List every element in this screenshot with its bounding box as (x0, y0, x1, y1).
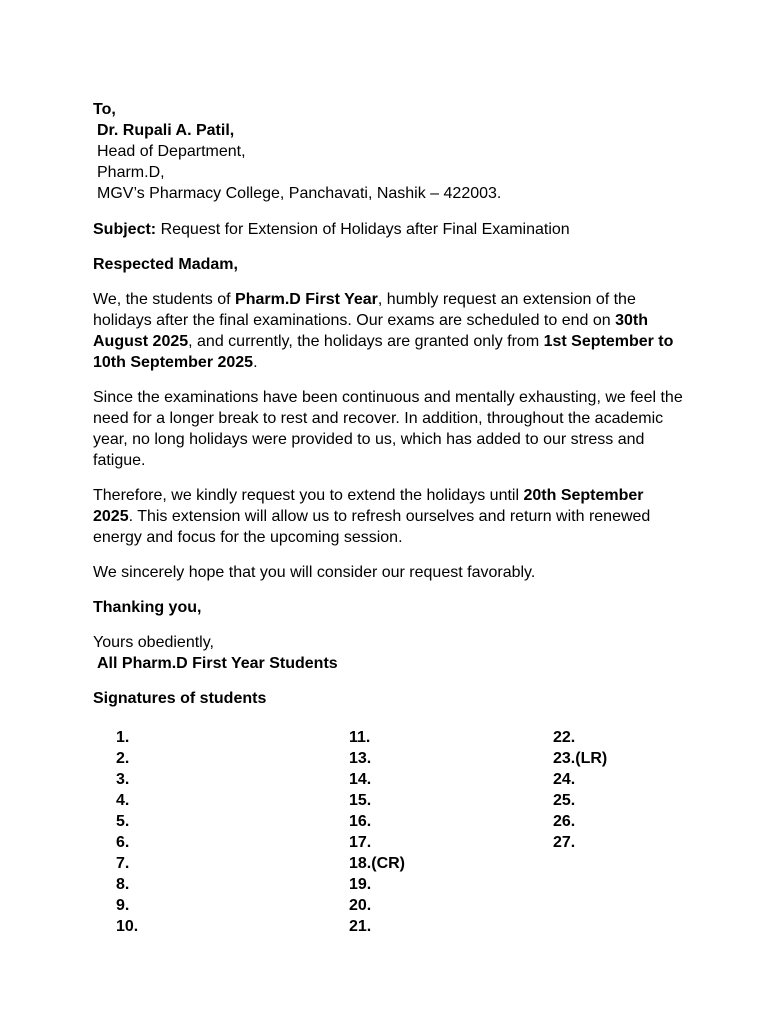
recipient-name: Dr. Rupali A. Patil, (97, 122, 235, 139)
para3-text-1: Therefore, we kindly request you to extend the holidays until (93, 487, 524, 504)
signature-column-2 (349, 727, 405, 937)
signature-item: 17. (349, 834, 372, 851)
signatures-heading: Signatures of students (93, 690, 267, 707)
letter-body (93, 99, 683, 709)
subject-line (93, 219, 683, 240)
signature-item: 16. (349, 813, 372, 830)
signature-item: 13. (349, 750, 372, 767)
signature-item: 19. (349, 876, 372, 893)
salutation: Respected Madam, (93, 256, 238, 273)
closing: Thanking you, (93, 599, 202, 616)
address-block (93, 99, 683, 204)
recipient-college: MGV’s Pharmacy College, Panchavati, Nashik – 422003. (97, 185, 502, 202)
signature-item: 2. (116, 750, 130, 767)
para1-bold-holiday-range: 1st September to 10th September 2025 (93, 333, 674, 371)
para3-text-2: . This extension will allow us to refresh ourselves and return with renewed energy and focus for the upcoming session. (93, 508, 651, 546)
yours-line: Yours obediently, (93, 634, 214, 651)
to-line: To, (93, 101, 116, 118)
signature-column-1 (116, 727, 138, 937)
signature-item: 4. (116, 792, 130, 809)
para1-text-3: , and currently, the holidays are granted only from (188, 333, 544, 350)
para1-text-1: We, the students of (93, 291, 236, 308)
signature-item: 11. (349, 729, 371, 746)
paragraph-request (93, 289, 683, 373)
para1-bold-class: Pharm.D First Year (235, 291, 378, 308)
para1-bold-exam-end: 30th August 2025 (93, 312, 648, 350)
signature-item: 6. (116, 834, 130, 851)
signature-item: 21. (349, 918, 372, 935)
signature-item: 26. (553, 813, 576, 830)
signature-item: 7. (116, 855, 130, 872)
signature-item: 8. (116, 876, 130, 893)
signature-item: 20. (349, 897, 372, 914)
signature-item: 9. (116, 897, 130, 914)
signature-item: 22. (553, 729, 576, 746)
signature-item: 27. (553, 834, 576, 851)
signature-item: 23.(LR) (553, 750, 608, 767)
signatures-list (116, 727, 676, 947)
paragraph-reason: Since the examinations have been continuous and mentally exhausting, we feel the need for a longer break to rest and recover. In addition, throughout the academic year, no long holidays were provided to us, which has added to our stress and fatigue. (93, 389, 683, 469)
subject-label: Subject: (93, 221, 157, 238)
signature-item: 3. (116, 771, 130, 788)
signature-item: 15. (349, 792, 372, 809)
para1-text-2: , humbly request an extension of the holidays after the final examinations. Our exams are scheduled to end on (93, 291, 636, 329)
signature-column-3 (553, 727, 607, 853)
signature-item: 24. (553, 771, 576, 788)
signature-item: 14. (349, 771, 372, 788)
signature-item: 5. (116, 813, 130, 830)
signature-item: 18.(CR) (349, 855, 406, 872)
paragraph-extension (93, 485, 683, 548)
para3-bold-date: 20th September 2025 (93, 487, 644, 525)
signature-item: 1. (116, 729, 130, 746)
subject-text: Request for Extension of Holidays after Final Examination (156, 221, 570, 238)
recipient-designation: Head of Department, (97, 143, 246, 160)
signatory: All Pharm.D First Year Students (97, 655, 338, 672)
signature-item: 25. (553, 792, 576, 809)
signature-item: 10. (116, 918, 139, 935)
recipient-department: Pharm.D, (97, 164, 165, 181)
para1-text-4: . (253, 354, 258, 371)
paragraph-hope: We sincerely hope that you will consider our request favorably. (93, 564, 536, 581)
